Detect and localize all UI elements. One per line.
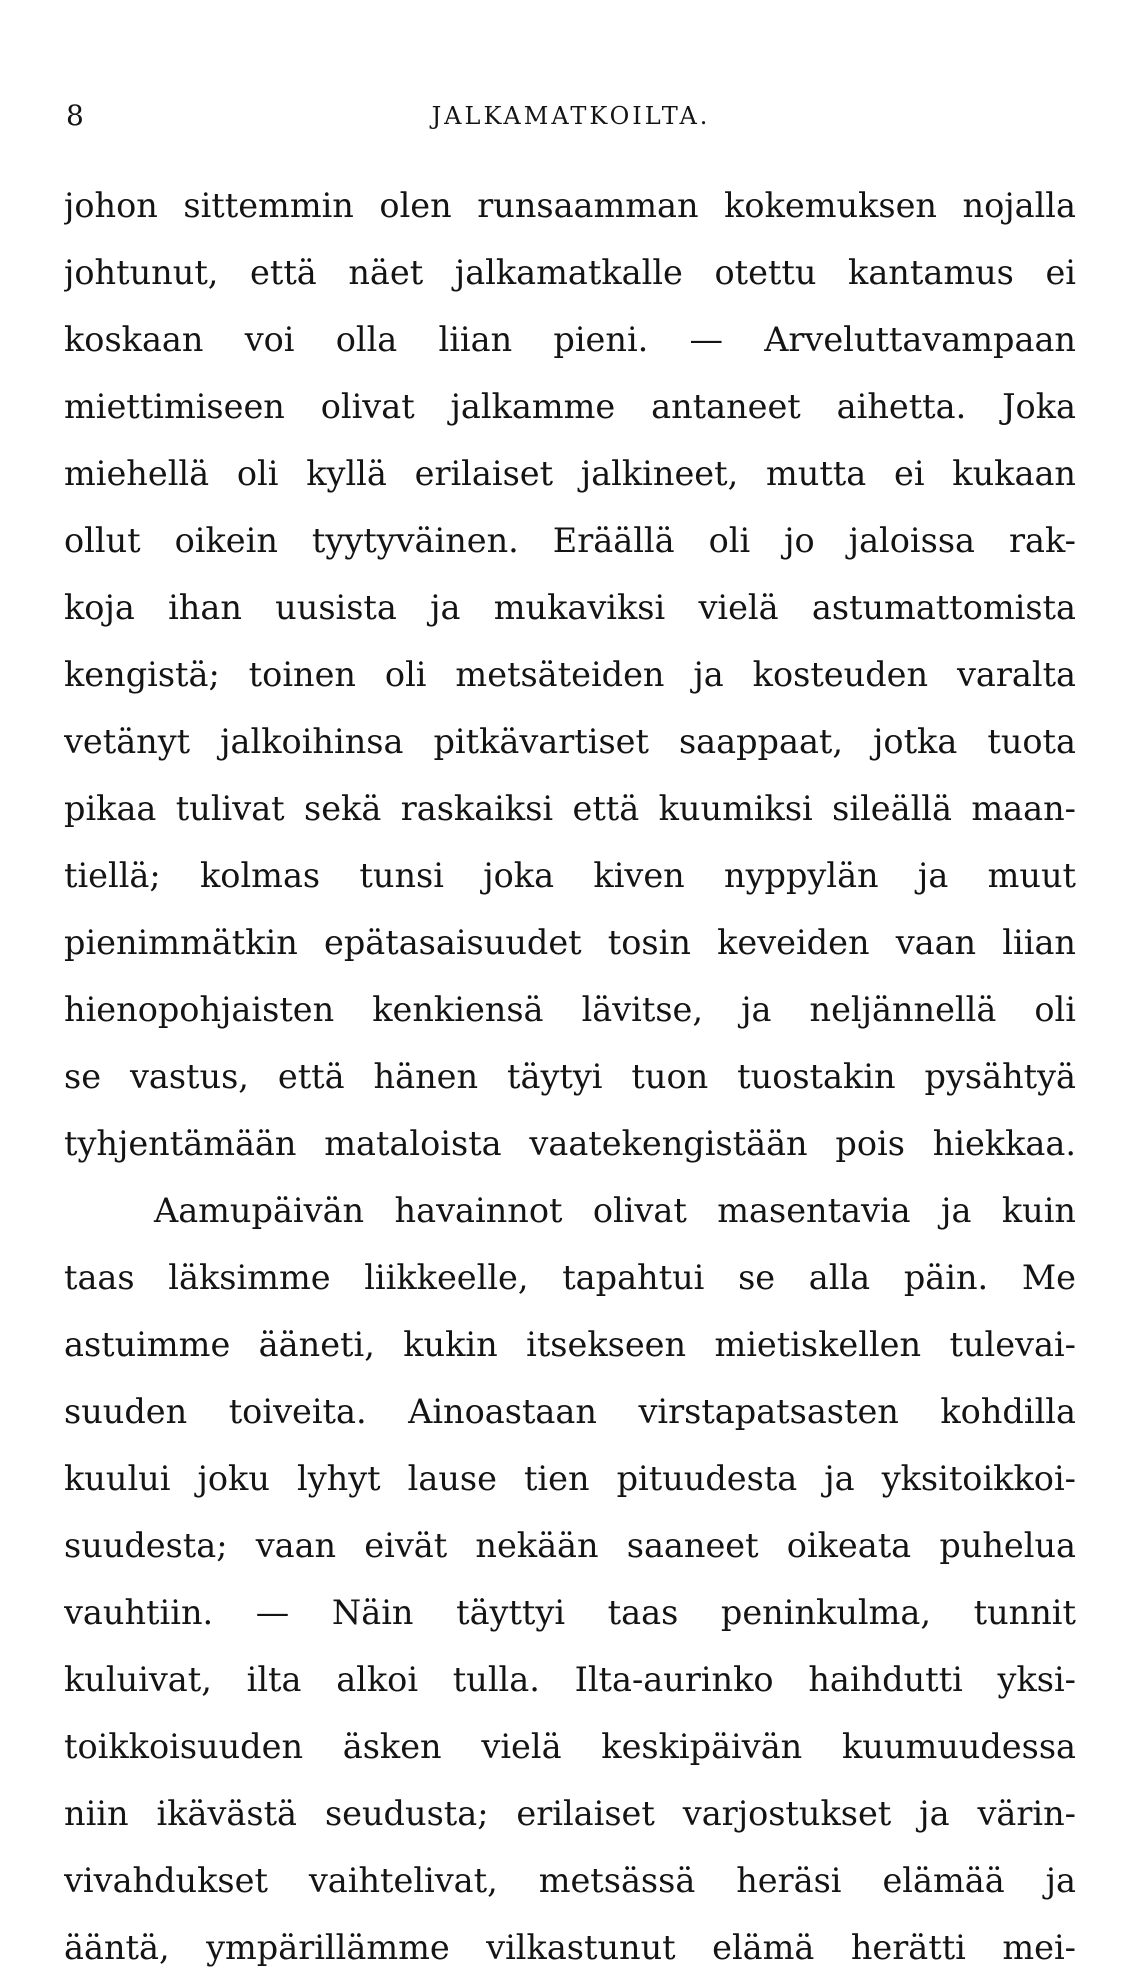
text-line: suudesta; vaan eivät nekään saaneet oikeata puhelua <box>64 1526 1076 1565</box>
text-line: se vastus, että hänen täytyi tuon tuostakin pysähtyä <box>64 1057 1076 1096</box>
text-line: tiellä; kolmas tunsi joka kiven nyppylän ja muut <box>64 856 1076 895</box>
text-line: koskaan voi olla liian pieni. — Arveluttavampaan <box>64 320 1076 359</box>
text-line: pienimmätkin epätasaisuudet tosin keveiden vaan liian <box>64 923 1076 962</box>
text-line: hienopohjaisten kenkiensä lävitse, ja neljännellä oli <box>64 990 1076 1029</box>
text-line: suuden toiveita. Ainoastaan virstapatsasten kohdilla <box>64 1392 1076 1431</box>
text-line: johon sittemmin olen runsaamman kokemuksen nojalla <box>64 186 1076 225</box>
text-line: kuluivat, ilta alkoi tulla. Ilta-aurinko haihdutti yksi- <box>64 1660 1076 1699</box>
text-line: tyhjentämään mataloista vaatekengistään pois hiekkaa. <box>64 1124 1076 1163</box>
text-line: toikkoisuuden äsken vielä keskipäivän kuumuudessa <box>64 1727 1076 1766</box>
text-line: vauhtiin. — Näin täyttyi taas peninkulma, tunnit <box>64 1593 1076 1632</box>
text-line: vivahdukset vaihtelivat, metsässä heräsi elämää ja <box>64 1861 1076 1900</box>
text-line: miehellä oli kyllä erilaiset jalkineet, mutta ei kukaan <box>64 454 1076 493</box>
text-line: johtunut, että näet jalkamatkalle otettu kantamus ei <box>64 253 1076 292</box>
text-line: astuimme ääneti, kukin itsekseen mietiskellen tulevai- <box>64 1325 1076 1364</box>
text-line: pikaa tulivat sekä raskaiksi että kuumiksi sileällä maan- <box>64 789 1076 828</box>
body-text <box>64 172 1076 1981</box>
text-line: kengistä; toinen oli metsäteiden ja kosteuden varalta <box>64 655 1076 694</box>
text-line: koja ihan uusista ja mukaviksi vielä astumattomista <box>64 588 1076 627</box>
running-head <box>66 96 1076 136</box>
page-number: 8 <box>66 99 84 132</box>
text-line: kuului joku lyhyt lause tien pituudesta ja yksitoikkoi- <box>64 1459 1076 1498</box>
running-title: JALKAMATKOILTA. <box>431 102 711 130</box>
paragraph-start-line: Aamupäivän havainnot olivat masentavia ja kuin <box>154 1191 1076 1230</box>
text-line: niin ikävästä seudusta; erilaiset varjostukset ja värin- <box>64 1794 1076 1833</box>
text-line: ääntä, ympärillämme vilkastunut elämä herätti mei- <box>64 1928 1076 1967</box>
text-line: vetänyt jalkoihinsa pitkävartiset saappaat, jotka tuota <box>64 722 1076 761</box>
text-line: taas läksimme liikkeelle, tapahtui se alla päin. Me <box>64 1258 1076 1297</box>
text-line: miettimiseen olivat jalkamme antaneet aihetta. Joka <box>64 387 1076 426</box>
text-line: ollut oikein tyytyväinen. Eräällä oli jo jaloissa rak- <box>64 521 1076 560</box>
